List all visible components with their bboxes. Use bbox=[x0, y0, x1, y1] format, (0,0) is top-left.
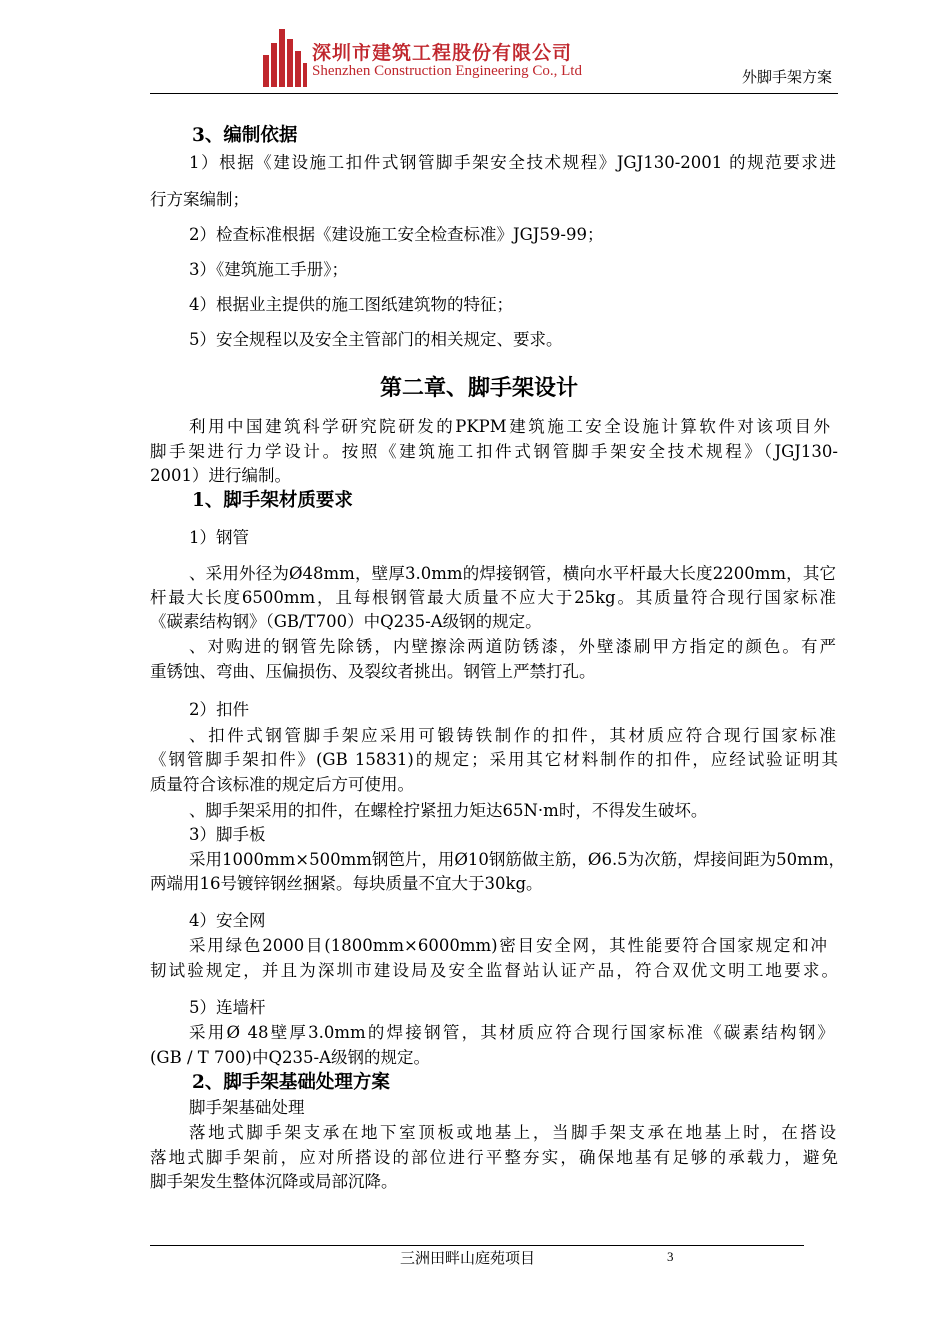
net-line-2: 韧试验规定，并且为深圳市建设局及安全监督站认证产品，符合双优文明工地要求。 bbox=[150, 961, 838, 980]
tie-label: 5）连墙杆 bbox=[189, 998, 266, 1017]
basis-item-3: 3）《建筑施工手册》； bbox=[189, 260, 348, 279]
company-name-en: Shenzhen Construction Engineering Co., Ltd bbox=[312, 63, 582, 79]
intro-line-2: 脚手架进行力学设计。按照《建筑施工扣件式钢管脚手架安全技术规程》（JGJ130- bbox=[150, 442, 838, 461]
coupler-label: 2）扣件 bbox=[189, 700, 249, 719]
net-label: 4）安全网 bbox=[189, 911, 266, 930]
footer-divider bbox=[150, 1245, 804, 1246]
section-heading-foundation: 2、脚手架基础处理方案 bbox=[192, 1072, 390, 1093]
steel-pipe-line-5: 重锈蚀、弯曲、压偏损伤、及裂纹者挑出。钢管上严禁打孔。 bbox=[150, 662, 596, 681]
steel-pipe-label: 1）钢管 bbox=[189, 528, 249, 547]
steel-pipe-line-4: 、对购进的钢管先除锈，内壁擦涂两道防锈漆，外壁漆刷甲方指定的颜色。有严 bbox=[189, 637, 836, 656]
intro-line-1: 利用中国建筑科学研究院研发的PKPM建筑施工安全设施计算软件对该项目外 bbox=[189, 417, 830, 436]
coupler-line-1: 、扣件式钢管脚手架应采用可锻铸铁制作的扣件，其材质应符合现行国家标准 bbox=[189, 726, 836, 745]
steel-pipe-line-2: 杆最大长度6500mm，且每根钢管最大质量不应大于25kg。其质量符合现行国家标准 bbox=[150, 588, 836, 607]
board-line-2: 两端用16号镀锌钢丝捆紧。每块质量不宜大于30kg。 bbox=[150, 874, 543, 893]
coupler-line-4: 、脚手架采用的扣件，在螺栓拧紧扭力矩达65N·m时，不得发生破坏。 bbox=[189, 801, 708, 820]
section-heading-basis: 3、编制依据 bbox=[192, 125, 298, 146]
foundation-line-1: 落地式脚手架支承在地下室顶板或地基上，当脚手架支承在地基上时，在搭设 bbox=[189, 1123, 836, 1142]
steel-pipe-line-3: 《碳素结构钢》（GB/T700）中Q235-A级钢的规定。 bbox=[150, 612, 542, 631]
foundation-line-2: 落地式脚手架前，应对所搭设的部位进行平整夯实，确保地基有足够的承载力，避免 bbox=[150, 1148, 838, 1167]
coupler-line-3: 质量符合该标准的规定后方可使用。 bbox=[150, 775, 414, 794]
basis-item-4: 4）根据业主提供的施工图纸建筑物的特征； bbox=[189, 295, 513, 314]
basis-item-2: 2）检查标准根据《建设施工安全检查标准》JGJ59-99； bbox=[189, 225, 604, 244]
steel-pipe-line-1: 、采用外径为Ø48mm，壁厚3.0mm的焊接钢管，横向水平杆最大长度2200mm，其它 bbox=[189, 564, 836, 583]
basis-item-1b: 行方案编制； bbox=[150, 190, 249, 209]
tie-line-2: (GB / T 700)中Q235-A级钢的规定。 bbox=[150, 1048, 430, 1067]
basis-item-1a: 1）根据《建设施工扣件式钢管脚手架安全技术规程》JGJ130-2001 的规范要求进 bbox=[189, 153, 836, 172]
chapter-title: 第二章、脚手架设计 bbox=[380, 375, 579, 401]
company-name-cn: 深圳市建筑工程股份有限公司 bbox=[312, 42, 573, 64]
page-number: 3 bbox=[667, 1249, 674, 1264]
foundation-line-3: 脚手架发生整体沉降或局部沉降。 bbox=[150, 1172, 398, 1191]
company-logo-icon bbox=[263, 25, 307, 87]
document-title: 外脚手架方案 bbox=[741, 68, 832, 86]
header-divider bbox=[150, 93, 838, 94]
basis-item-5: 5）安全规程以及安全主管部门的相关规定、要求。 bbox=[189, 330, 563, 349]
section-heading-materials: 1、脚手架材质要求 bbox=[192, 490, 353, 511]
intro-line-3: 2001）进行编制。 bbox=[150, 466, 291, 485]
tie-line-1: 采用Ø 48壁厚3.0mm的焊接钢管，其材质应符合现行国家标准《碳素结构钢》 bbox=[189, 1023, 834, 1042]
board-line-1: 采用1000mm×500mm钢笆片，用Ø10钢筋做主筋，Ø6.5为次筋，焊接间距为50mm， bbox=[189, 850, 845, 869]
coupler-line-2: 《钢管脚手架扣件》(GB 15831)的规定；采用其它材料制作的扣件，应经试验证明其 bbox=[150, 750, 838, 769]
net-line-1: 采用绿色2000目(1800mm×6000mm)密目安全网，其性能要符合国家规定和冲 bbox=[189, 936, 827, 955]
footer-project-name: 三洲田畔山庭苑项目 bbox=[400, 1249, 536, 1267]
foundation-sub: 脚手架基础处理 bbox=[189, 1098, 305, 1117]
board-label: 3）脚手板 bbox=[189, 825, 266, 844]
